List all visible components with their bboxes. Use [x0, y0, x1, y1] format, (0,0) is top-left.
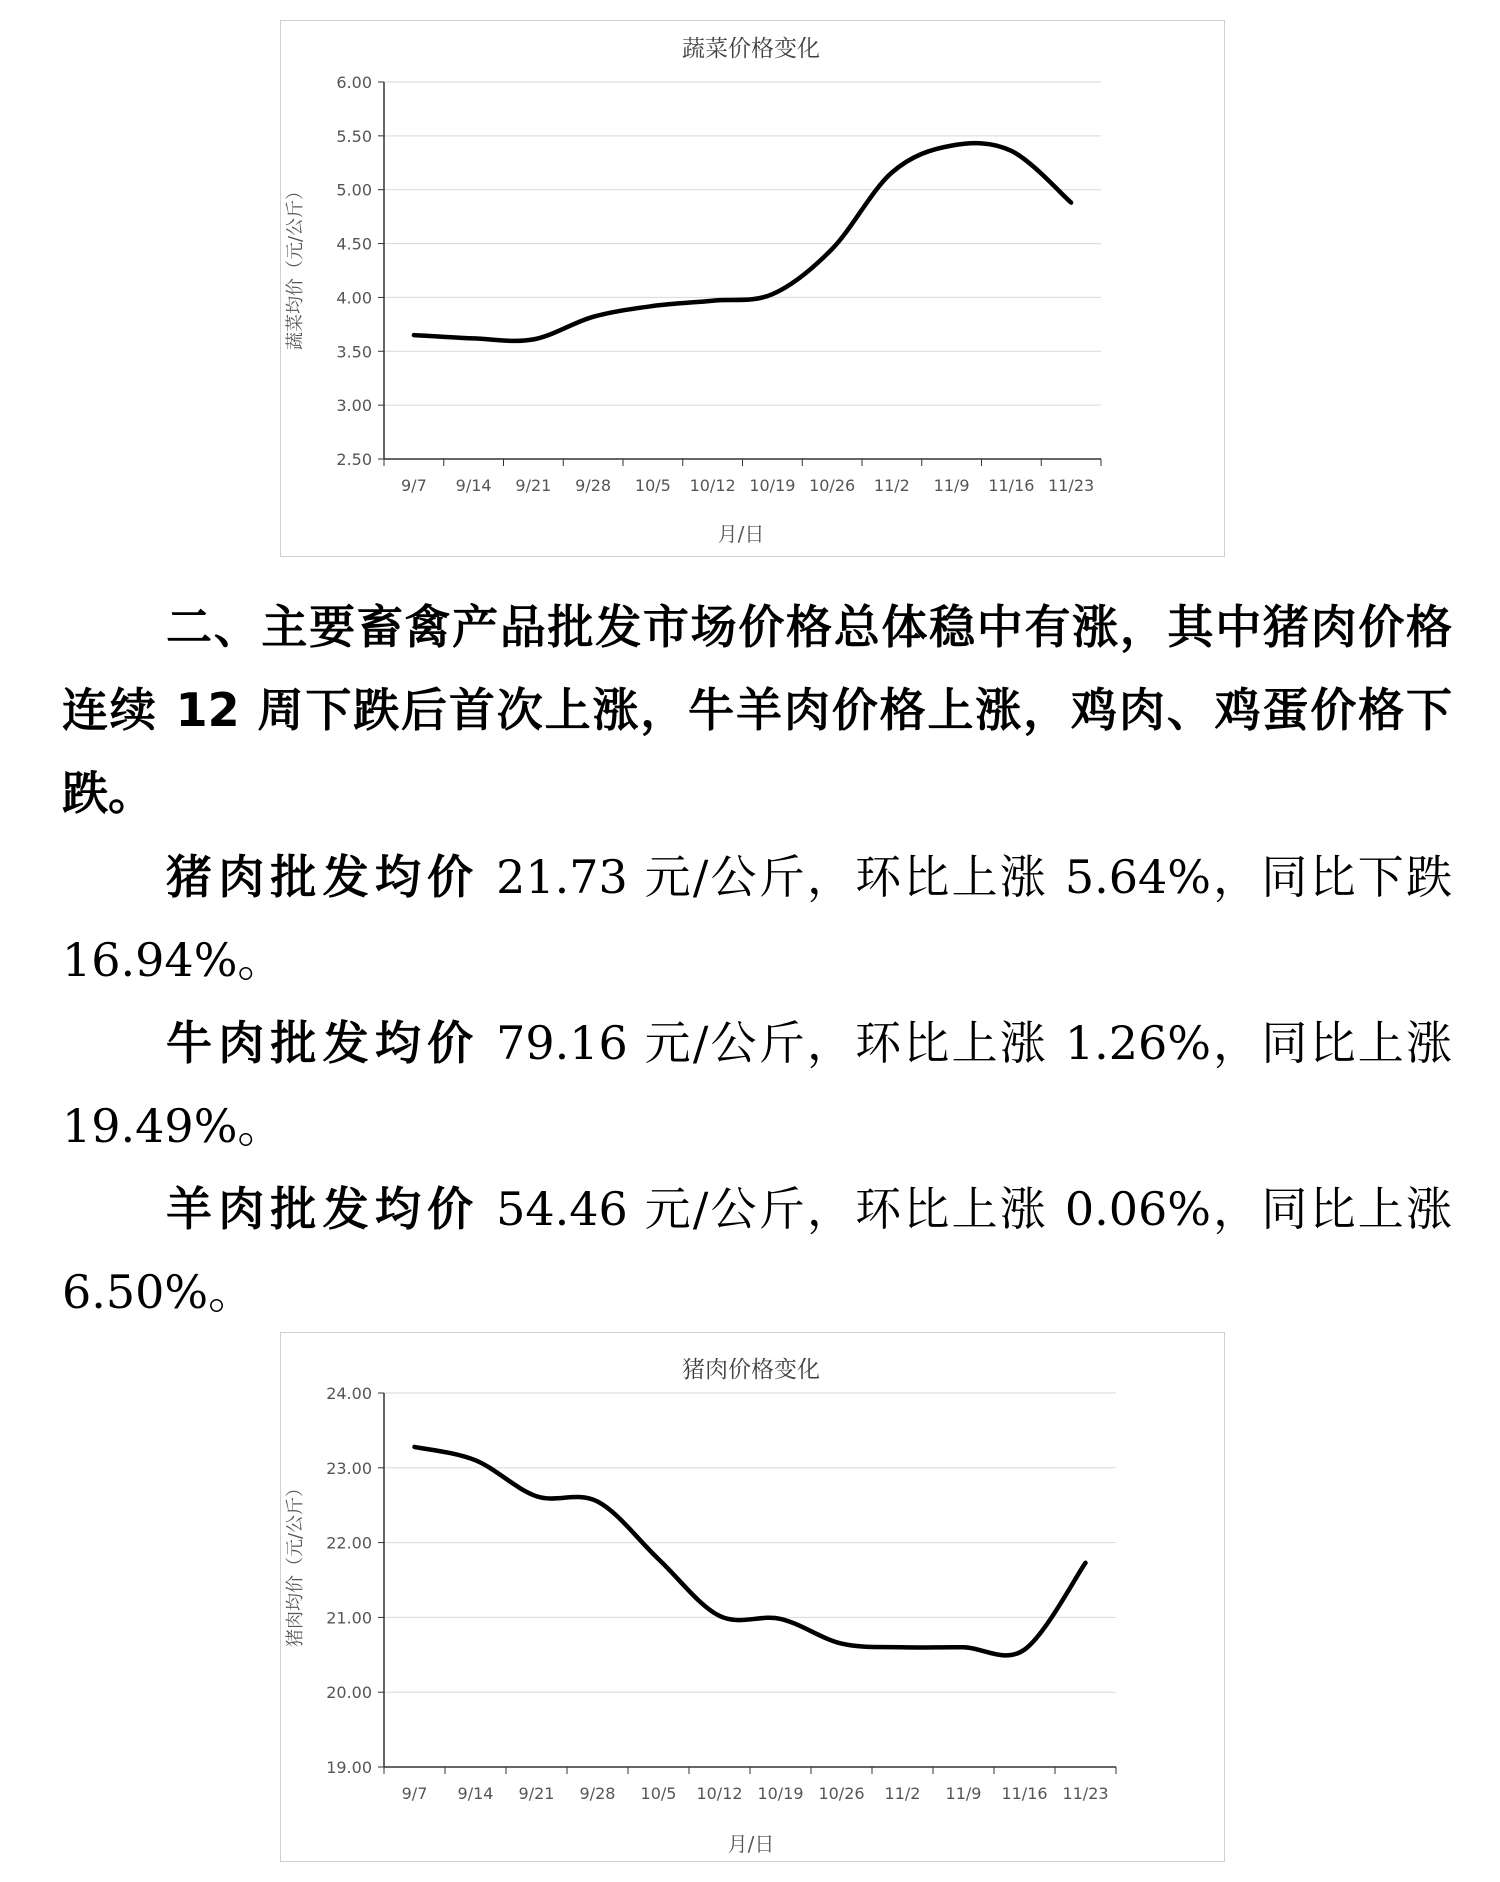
y-tick-label: 19.00 [326, 1758, 372, 1777]
x-tick-label: 9/28 [579, 1784, 616, 1803]
y-tick-label: 3.00 [336, 396, 372, 416]
x-tick-label: 10/26 [818, 1784, 865, 1803]
y-tick-label: 2.50 [336, 450, 372, 469]
y-tick-labels [336, 73, 372, 469]
x-tick-label: 9/28 [575, 476, 612, 495]
y-tick-label: 21.00 [326, 1608, 372, 1628]
x-tick-label: 9/21 [518, 1784, 555, 1803]
y-tick-label: 5.50 [336, 126, 372, 146]
vegetable-price-line [414, 143, 1071, 341]
pork-body: 21.73 元/公斤，环比上涨 5.64%，同比下跌 16.94%。 [62, 850, 1453, 987]
y-tick-label: 22.00 [326, 1533, 372, 1553]
axes [378, 1393, 1116, 1774]
x-tick-label: 9/7 [401, 1784, 428, 1803]
vegetable-price-chart [280, 20, 1225, 557]
pork-paragraph [62, 836, 1452, 1002]
x-tick-label: 11/23 [1062, 1784, 1109, 1803]
x-tick-label: 9/14 [457, 1784, 494, 1803]
y-tick-label: 20.00 [326, 1683, 372, 1703]
x-tick-label: 10/5 [640, 1784, 677, 1803]
vegetable-chart-svg [281, 21, 1226, 558]
mutton-body: 54.46 元/公斤，环比上涨 0.06%，同比上涨 6.50%。 [62, 1182, 1453, 1319]
x-axis-label: 月/日 [727, 1832, 775, 1856]
y-tick-labels [326, 1384, 372, 1777]
section-heading: 二、主要畜禽产品批发市场价格总体稳中有涨，其中猪肉价格连续 12 周下跌后首次上涨，牛羊肉价格上涨，鸡肉、鸡蛋价格下跌。 [62, 600, 1452, 820]
y-tick-label: 5.00 [336, 180, 372, 200]
axes [378, 82, 1101, 466]
pork-chart-svg [281, 1333, 1226, 1863]
x-tick-label: 11/2 [873, 476, 910, 495]
y-axis-label: 蔬菜均价（元/公斤） [285, 181, 306, 351]
y-axis-label: 猪肉均价（元/公斤） [285, 1478, 306, 1648]
x-tick-label: 9/7 [401, 476, 427, 495]
chart-title: 猪肉价格变化 [682, 1357, 820, 1383]
x-tick-labels [402, 1784, 1109, 1803]
x-tick-labels [401, 476, 1094, 495]
beef-lead: 牛肉批发均价 [166, 1016, 480, 1070]
gridlines [384, 82, 1101, 405]
x-tick-label: 10/12 [696, 1784, 743, 1803]
chart-title: 蔬菜价格变化 [682, 36, 820, 62]
x-tick-label: 11/16 [988, 476, 1035, 495]
x-tick-label: 10/19 [749, 476, 796, 495]
y-tick-label: 3.50 [336, 342, 372, 362]
x-tick-label: 11/9 [945, 1784, 982, 1803]
x-tick-label: 11/23 [1048, 476, 1095, 495]
x-tick-label: 11/9 [933, 476, 970, 495]
x-axis-label: 月/日 [717, 522, 765, 546]
y-tick-label: 6.00 [336, 73, 372, 92]
x-tick-label: 11/16 [1001, 1784, 1048, 1803]
y-tick-label: 23.00 [326, 1458, 372, 1478]
x-tick-label: 11/2 [884, 1784, 921, 1803]
x-tick-label: 10/26 [809, 476, 856, 495]
y-tick-label: 24.00 [326, 1384, 372, 1403]
pork-price-line [415, 1447, 1086, 1655]
pork-lead: 猪肉批发均价 [166, 850, 480, 904]
beef-paragraph [62, 1002, 1452, 1168]
beef-body: 79.16 元/公斤，环比上涨 1.26%，同比上涨 19.49%。 [62, 1016, 1453, 1153]
x-tick-label: 9/14 [455, 476, 492, 495]
pork-price-chart [280, 1332, 1225, 1862]
y-tick-label: 4.50 [336, 234, 372, 254]
mutton-paragraph [62, 1168, 1452, 1334]
gridlines [384, 1393, 1116, 1692]
x-tick-label: 10/5 [634, 476, 671, 495]
mutton-lead: 羊肉批发均价 [166, 1182, 480, 1236]
x-tick-label: 10/12 [689, 476, 736, 495]
x-tick-label: 9/21 [515, 476, 552, 495]
x-tick-label: 10/19 [757, 1784, 804, 1803]
y-tick-label: 4.00 [336, 288, 372, 308]
